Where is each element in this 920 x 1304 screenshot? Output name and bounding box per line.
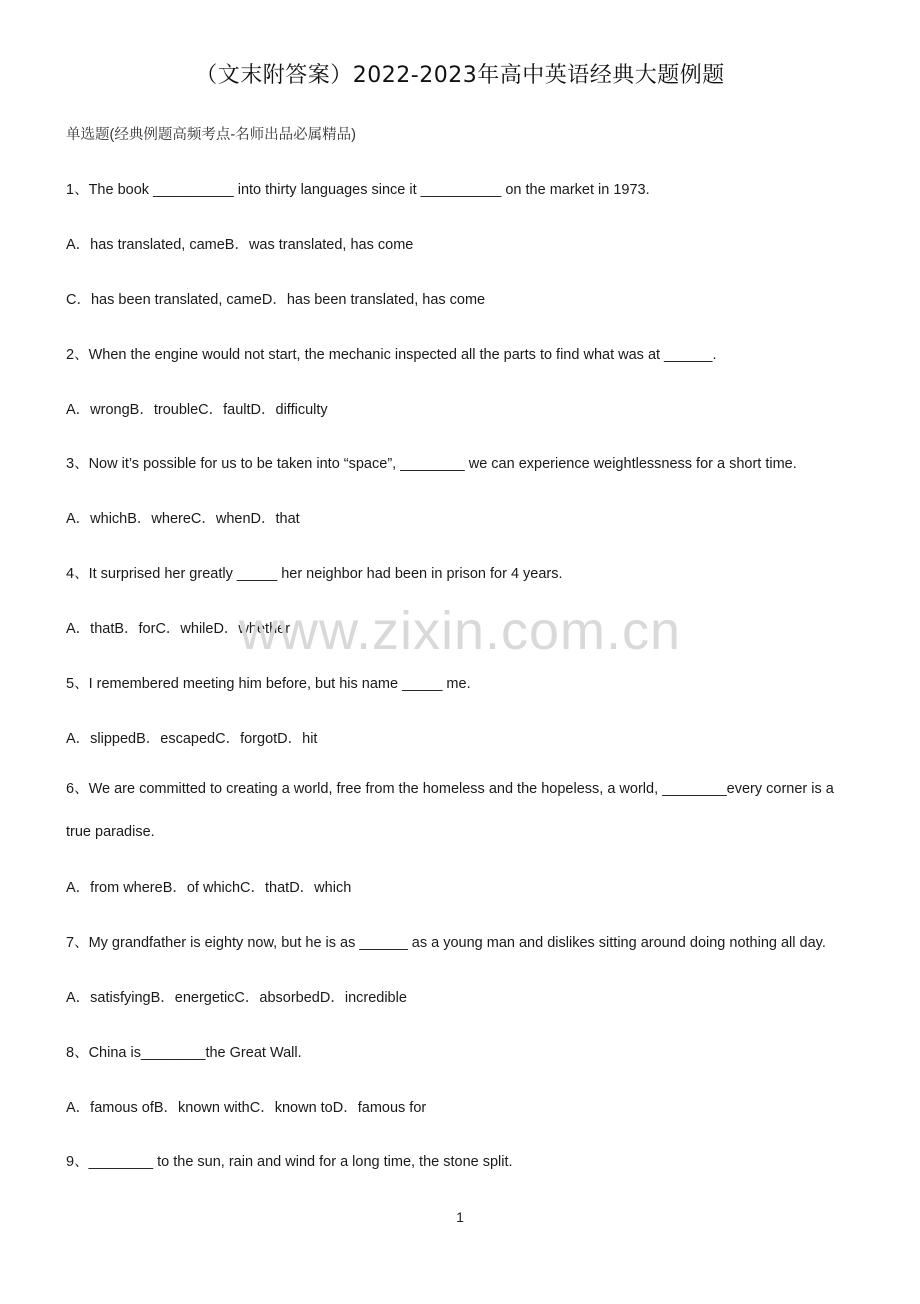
question-1: 1、The book __________ into thirty languages since it __________ on the market in 1973. [66, 182, 650, 198]
watermark: www.zixin.com.cn [238, 601, 682, 661]
question-9: 9、________ to the sun, rain and wind for a long time, the stone split. [66, 1154, 513, 1170]
question-5-options: A．slippedB．escapedC．forgotD．hit [66, 731, 318, 747]
question-3-options: A．whichB．whereC．whenD．that [66, 511, 300, 527]
question-7: 7、My grandfather is eighty now, but he is as ______ as a young man and dislikes sitting around doing nothing all day. [66, 935, 826, 951]
question-3: 3、Now it’s possible for us to be taken into “space”, ________ we can experience weightlessness for a short time. [66, 456, 797, 472]
question-6: 6、We are committed to creating a world, free from the homeless and the hopeless, a world, ________every corner is a true paradise. [66, 781, 834, 840]
page-number: 1 [456, 1209, 464, 1225]
section-heading: 单选题(经典例题高频考点-名师出品必属精品) [66, 127, 356, 143]
question-6-options: A．from whereB．of whichC．thatD．which [66, 880, 352, 896]
question-5: 5、I remembered meeting him before, but his name _____ me. [66, 676, 471, 692]
question-2-options: A．wrongB．troubleC．faultD．difficulty [66, 402, 328, 418]
question-2: 2、When the engine would not start, the mechanic inspected all the parts to find what was at ______. [66, 347, 717, 363]
question-1-options-cd: C．has been translated, cameD．has been translated, has come [66, 292, 486, 308]
question-4: 4、It surprised her greatly _____ her neighbor had been in prison for 4 years. [66, 566, 563, 582]
question-8: 8、China is________the Great Wall. [66, 1045, 302, 1061]
document-title: （文末附答案）2022-2023年高中英语经典大题例题 [195, 63, 725, 88]
question-1-options-ab: A．has translated, cameB．was translated, has come [66, 237, 414, 253]
question-8-options: A．famous ofB．known withC．known toD．famous for [66, 1100, 427, 1116]
question-7-options: A．satisfyingB．energeticC．absorbedD．incredible [66, 990, 407, 1006]
question-4-options: A．thatB．forC．whileD．whether [66, 621, 291, 637]
